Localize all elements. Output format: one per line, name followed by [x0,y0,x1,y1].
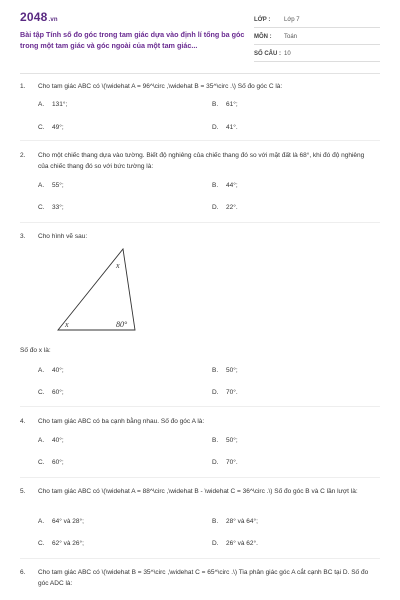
question-separator [20,477,380,478]
meta-class: LỚP : Lớp 7 [254,14,380,28]
angle-label-left: x [65,320,69,329]
option-a[interactable]: A. 55°; [38,182,64,189]
question-3-prompt: Số đo x là: [20,347,51,354]
question-separator [20,406,380,407]
option-b[interactable]: B. 61°; [212,101,238,108]
option-a[interactable]: A. 40°; [38,437,64,444]
option-d[interactable]: D. 26° và 62°. [212,540,258,547]
option-c[interactable]: C. 33°; [38,204,64,211]
question-separator [20,140,380,141]
question-number: 2. [20,152,26,159]
question-text: Cho tam giác ABC có \(\widehat B = 35^\circ ,\widehat C = 65^\circ .\) Tia phân giác góc A cắt cạnh BC tại D. Số đo góc ADC là: [38,569,369,587]
option-c[interactable]: C. 62° và 26°; [38,540,84,547]
question-separator [20,558,380,559]
question-6 [20,567,380,591]
angle-label-right: 80° [116,320,128,329]
option-d[interactable]: D. 70°. [212,459,238,466]
question-number: 3. [20,233,26,240]
question-text: Cho tam giác ABC có \(\widehat A = 88^\circ ,\widehat B - \widehat C = 36^\circ .\) Số đo góc B và C lần lượt là: [38,488,358,495]
question-5 [20,486,380,510]
question-text: Cho hình vẽ sau: [38,233,88,240]
option-c[interactable]: C. 60°; [38,459,64,466]
question-text: Cho tam giác ABC có \(\widehat A = 96^\circ ,\widehat B = 35^\circ .\) Số đo góc C là: [38,83,283,90]
question-number: 5. [20,488,26,495]
triangle-figure [50,244,150,336]
option-c[interactable]: C. 49°; [38,124,64,131]
option-d[interactable]: D. 41°. [212,124,238,131]
document-title: Bài tập Tính số đo góc trong tam giác dựa vào định lí tổng ba góc trong một tam giác và góc ngoài của một tam giác... [20,30,245,50]
document-header [0,0,400,66]
option-b[interactable]: B. 50°; [212,437,238,444]
question-number: 6. [20,569,26,576]
question-number: 1. [20,83,26,90]
option-b[interactable]: B. 44°; [212,182,238,189]
meta-question-count: SỐ CÂU : 10 [254,48,380,62]
angle-label-top: x [116,261,120,270]
header-divider [20,73,380,74]
option-c[interactable]: C. 60°; [38,389,64,396]
option-b[interactable]: B. 28° và 64°; [212,518,258,525]
option-b[interactable]: B. 50°; [212,367,238,374]
meta-subject: MÔN : Toán [254,31,380,45]
option-a[interactable]: A. 131°; [38,101,68,108]
question-text: Cho một chiếc thang dựa vào tường. Biết độ nghiêng của chiếc thang đó so với mặt đất là 68°, khi đó độ nghiêng của chiếc thang đó so với bức tường là: [38,152,365,170]
option-d[interactable]: D. 22°. [212,204,238,211]
question-number: 4. [20,418,26,425]
option-a[interactable]: A. 40°; [38,367,64,374]
triangle-shape [58,249,135,330]
option-a[interactable]: A. 64° và 28°; [38,518,84,525]
option-d[interactable]: D. 70°. [212,389,238,396]
question-separator [20,222,380,223]
site-logo[interactable]: 2048.vn [20,10,58,24]
question-2 [20,150,380,174]
question-text: Cho tam giác ABC có ba cạnh bằng nhau. Số đo góc A là: [38,418,205,425]
